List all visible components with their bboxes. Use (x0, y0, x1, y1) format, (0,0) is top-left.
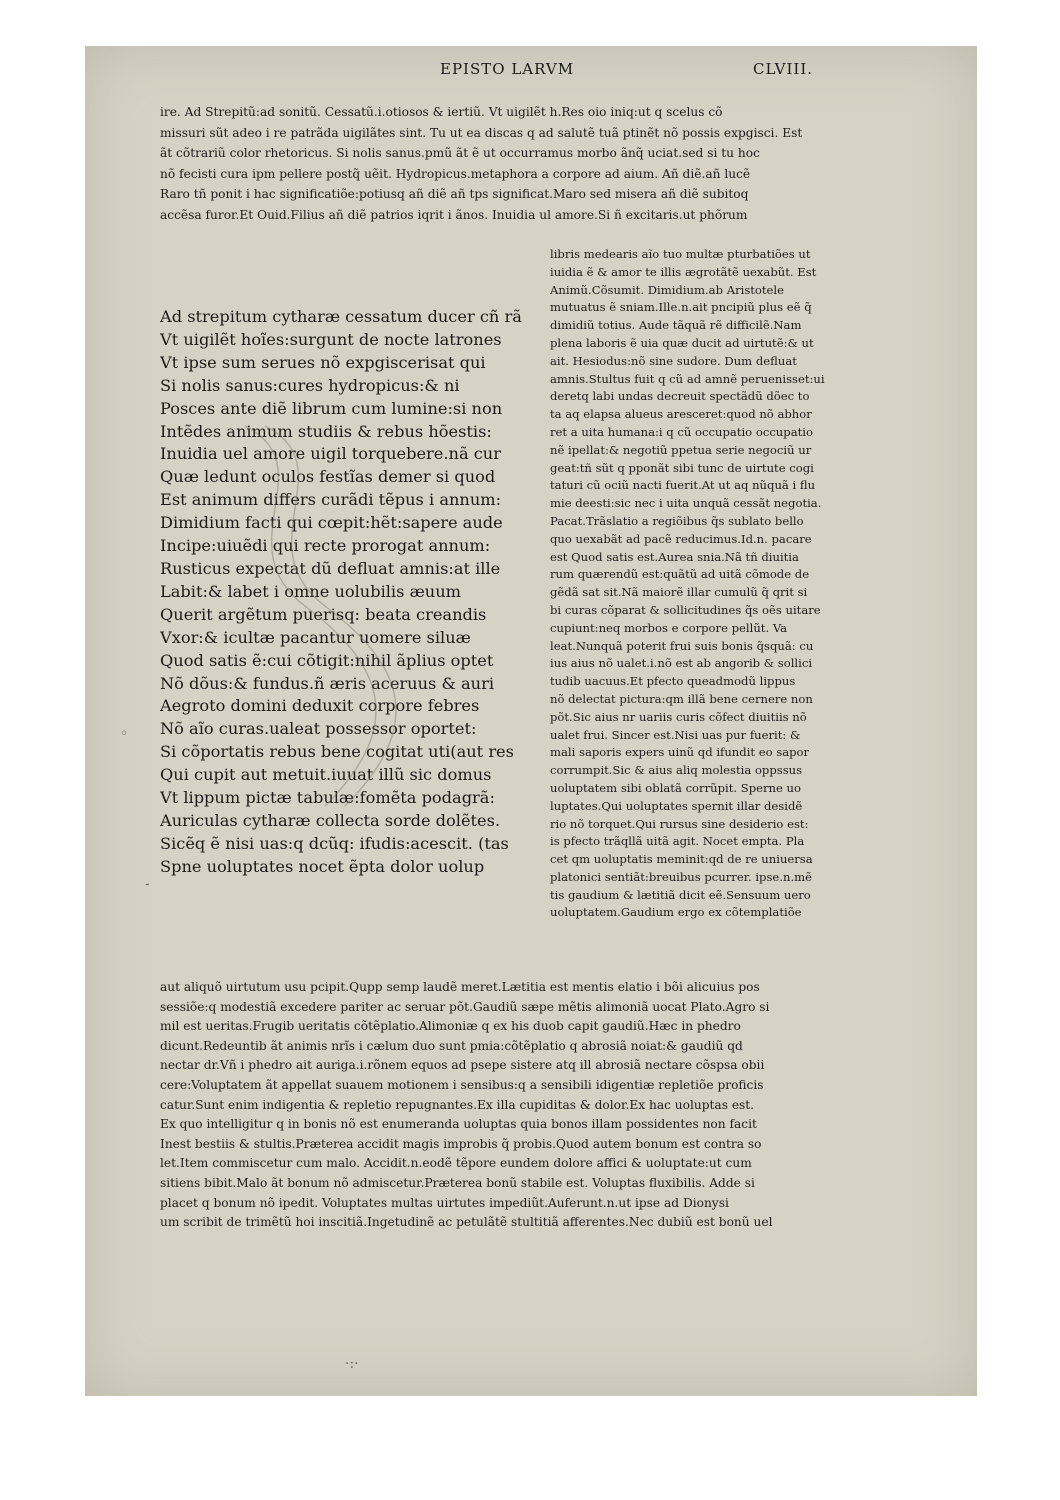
commentary-line: dimidiũ totius. Aude tãquã rẽ difficilẽ.Nam (550, 318, 802, 333)
commentary-line: leat.Nunquã poterit frui suis bonis q̃squã: cu (550, 638, 814, 653)
commentary-line: cere:Voluptatem ãt appellat suauem motionem i sensibus:q a sensibili idigentiæ repletiõe proficis (160, 1077, 764, 1092)
commentary-line: tis gaudium & lætitiã dicit eẽ.Sensuum uero (550, 887, 811, 902)
commentary-line: ius aius nõ ualet.i.nõ est ab angorib & sollici (550, 656, 813, 671)
verse-line: Ad strepitum cytharæ cessatum ducer cñ rã (160, 307, 522, 326)
verse-line: Spne uoluptates nocet ẽpta dolor uolup (160, 856, 485, 876)
commentary-line: Pacat.Trãslatio a regiõibus q̃s sublato bello (550, 513, 804, 528)
commentary-line: cupiunt:neq morbos e corpore pellũt. Va (550, 620, 788, 635)
commentary-line: rum quærendũ est:quãtũ ad uitã cõmode de (550, 567, 810, 582)
verse-line: Dimidium facti qui cœpit:hẽt:sapere aude (160, 513, 503, 533)
verse-line: Rusticus expectat dũ defluat amnis:at ille (160, 558, 501, 578)
commentary-line: nõ delectat pictura:qm illã bene cernere non (550, 691, 813, 706)
commentary-line: taturi cũ ociũ nacti fuerit.At ut aq nũquã i flu (550, 478, 816, 493)
commentary-line: Ex quo intelligitur q in bonis nõ est enumeranda uoluptas quia bonos illam possidentes non facit (160, 1117, 757, 1132)
commentary-right-column (550, 246, 885, 922)
commentary-line: mie deesti:sic nec i uita unquã cessãt negotia. (550, 496, 822, 511)
verse-line: Vxor:& icultæ pacantur uomere siluæ (160, 627, 471, 647)
verse-line: Aegroto domini deduxit corpore febres (160, 696, 480, 716)
commentary-line: nõ fecisti cura ipm pellere postq̃ uẽit. Hydropicus.metaphora a corpore ad aium. Añ diẽ.añ lucẽ (160, 166, 751, 181)
running-head-title: EPISTO LARVM (440, 60, 575, 78)
commentary-line: amnis.Stultus fuit q cũ ad amnẽ peruenisset:ui (550, 371, 825, 386)
commentary-line: catur.Sunt enim indigentia & repletio repugnantes.Ex illa cupiditas & dolor.Ex hac uoluptas est. (160, 1097, 755, 1112)
commentary-line: libris medearis aĩo tuo multæ pturbatiões ut (550, 247, 811, 261)
verse-line: Si nolis sanus:cures hydropicus:& ni (160, 375, 460, 395)
verse-line: Vt lippum pictæ tabulæ:fomẽta podagrã: (160, 788, 495, 808)
commentary-line: quo uexabãt ad pacẽ reducimus.Id.n. pacare (550, 531, 812, 546)
commentary-line: ãt cõtrariũ color rhetoricus. Si nolis sanus.pmũ ãt ẽ ut occurramus morbo ãnq̃ uciat.sed si tu hoc (160, 146, 760, 161)
commentary-line: tudib uacuus.Et pfecto queadmodũ lippus (550, 674, 796, 689)
commentary-line: ta aq elapsa alueus aresceret:quod nõ abhor (550, 407, 812, 422)
commentary-line: cet qm uoluptatis meminit:qd de re uniuersa (550, 852, 813, 867)
commentary-line: placet q bonum nõ ipedit. Voluptates multas uirtutes impediũt.Auferunt.n.ut ipse ad Dionysi (160, 1195, 729, 1210)
verse-line: Nõ aĩo curas.ualeat possessor oportet: (160, 719, 477, 739)
commentary-line: ait. Hesiodus:nõ sine sudore. Dum defluat (550, 353, 797, 368)
verse-line: Querit argẽtum puerisq: beata creandis (160, 604, 487, 624)
commentary-line: deretq labi undas decreuit spectãdũ dõec to (550, 389, 810, 404)
verse-line: Posces ante diẽ librum cum lumine:si non (160, 398, 503, 418)
commentary-line: sitiens bibit.Malo ãt bonum nõ admiscetur.Præterea bonũ stabile est. Voluptas fluxibilis. Adde si (160, 1175, 755, 1190)
verse-line: Quod satis ẽ:cui cõtigit:nihil ãplius optet (160, 650, 494, 670)
commentary-line: mali saporis expers uinũ qd ifundit eo sapor (550, 745, 810, 760)
commentary-line: gẽdã sat sit.Nã maiorẽ illar cumulũ q̃ qrit si (550, 585, 808, 600)
commentary-line: uoluptatem sibi oblatã corrũpit. Sperne uo (550, 780, 801, 795)
verse-line: Quæ ledunt oculos festĩas demer si quod (160, 467, 496, 487)
commentary-line: est Quod satis est.Aurea snia.Nã tñ diuitia (550, 549, 799, 564)
book-page (85, 46, 977, 1396)
commentary-line: rio nõ torquet.Qui rursus sine desiderio est: (550, 816, 809, 831)
commentary-line: missuri sũt adeo i re patrãda uigilãtes sint. Tu ut ea discas q ad salutẽ tuã ptinẽt nõ possis expgisci. Est (160, 125, 803, 140)
margin-mark: ◦ (120, 726, 129, 742)
commentary-line: corrumpit.Sic & aius aliq molestia oppssus (550, 763, 803, 778)
commentary-line: is pfecto trãqllã uitã agit. Nocet empta. Pla (550, 834, 805, 849)
verse-line: Sicẽq ẽ nisi uas:q dcũq: ifudis:acescit. (tas (160, 833, 509, 853)
commentary-line: ualet frui. Sincer est.Nisi uas pur fuerit: & (550, 727, 801, 742)
commentary-line: mutuatus ẽ sniam.Ille.n.ait pncipiũ plus eẽ q̃ (550, 300, 812, 315)
commentary-line: iuidia ẽ & amor te illis ægrotãtẽ uexabũt. Est (550, 264, 817, 279)
margin-dash: - (145, 876, 150, 892)
commentary-line: uoluptatem.Gaudium ergo ex cõtemplatiõe (550, 905, 802, 920)
verse-line: Qui cupit aut metuit.iuuat illũ sic domus (160, 765, 492, 785)
commentary-line: põt.Sic aius nr uariis curis cõfect diuitiis nõ (550, 709, 807, 724)
commentary-line: nectar dr.Vñ i phedro ait auriga.i.rõnem equos ad psepe sistere atq ill abrosiã nectare cõspsa obii (160, 1058, 765, 1073)
verse-line: Labit:& labet i omne uolubilis æuum (160, 581, 461, 601)
margin-dot: ·:· (345, 1356, 359, 1372)
commentary-line: plena laboris ẽ uia quæ ducit ad uirtutẽ:& ut (550, 335, 814, 350)
verse-line: Est animum differs curãdi tẽpus i annum: (160, 490, 502, 510)
commentary-line: dicunt.Redeuntib ãt animis nrĩs i cælum duo sunt pmia:cõtẽplatio q abrosiã noiat:& gaudiũ qd (160, 1038, 743, 1053)
commentary-top (160, 102, 880, 226)
commentary-line: bi curas cõparat & sollicitudines q̃s oẽs uitare (550, 602, 821, 617)
verse-line: Auriculas cytharæ collecta sorde dolẽtes. (160, 810, 501, 830)
commentary-line: ret a uita humana:i q cũ occupatio occupatio (550, 424, 813, 439)
verse-line: Nõ dõus:& fundus.ñ æris aceruus & auri (160, 673, 495, 693)
verse-line: Vt uigilẽt hoĩes:surgunt de nocte latrones (160, 329, 502, 349)
commentary-line: Animũ.Cõsumit. Dimidium.ab Aristotele (550, 282, 784, 297)
verse-line: Incipe:uiuẽdi qui recte prorogat annum: (160, 536, 491, 556)
commentary-line: Raro tñ ponit i hac significatiõe:potiusq añ diẽ añ tps significat.Maro sed misera añ diẽ subitoq (160, 187, 749, 202)
commentary-line: nẽ ipellat:& negotiũ ppetua serie negociũ ur (550, 442, 812, 457)
commentary-line: sessiõe:q modestiã excedere pariter ac seruar põt.Gaudiũ sæpe mẽtis alimoniã uocat Plato.Agro si (160, 999, 770, 1014)
verse-line: Vt ipse sum serues nõ expgiscerisat qui (160, 352, 486, 372)
commentary-line: let.Item commiscetur cum malo. Accidit.n.eodẽ tẽpore eundem dolore affici & uoluptate:ut cum (160, 1156, 752, 1171)
commentary-line: aut aliquõ uirtutum usu pcipit.Qupp semp laudẽ meret.Lætitia est mentis elatio i bõi alicuius pos (160, 980, 760, 994)
folio-number: CLVIII. (753, 60, 814, 78)
commentary-line: mil est ueritas.Frugib ueritatis cõtẽplatio.Alimoniæ q ex his duob capit gaudiũ.Hæc in phedro (160, 1019, 741, 1034)
commentary-line: accẽsa furor.Et Ouid.Filius añ diẽ patrios iqrit i ãnos. Inuidia ul amore.Si ñ excitaris.ut phõrum (160, 207, 748, 222)
commentary-line: um scribit de trimẽtũ hoi inscitiã.Ingetudinẽ ac petulãtẽ stultitiã afferentes.Nec dubiũ est bonũ uel (160, 1215, 773, 1230)
commentary-bottom (160, 978, 895, 1233)
commentary-line: luptates.Qui uoluptates spernit illar desidẽ (550, 798, 803, 813)
verse-line: Si cõportatis rebus bene cogitat uti(aut res (160, 742, 514, 762)
commentary-line: geat:tñ sũt q pponãt sibi tunc de uirtute cogi (550, 460, 814, 475)
verse-line: Intẽdes animum studiis & rebus hõestis: (160, 421, 492, 441)
commentary-line: ire. Ad Strepitũ:ad sonitũ. Cessatũ.i.otiosos & iertiũ. Vt uigilẽt h.Res oio iniq:ut q scelus cõ (160, 105, 723, 119)
commentary-line: platonici sentiãt:breuibus pcurrer. ipse.n.mẽ (550, 869, 812, 884)
watermark (185, 406, 425, 826)
commentary-line: Inest bestiis & stultis.Præterea accidit magis improbis q̃ probis.Quod autem bonum est contra so (160, 1136, 762, 1151)
verse-line: Inuidia uel amore uigil torquebere.nã cur (160, 444, 501, 464)
